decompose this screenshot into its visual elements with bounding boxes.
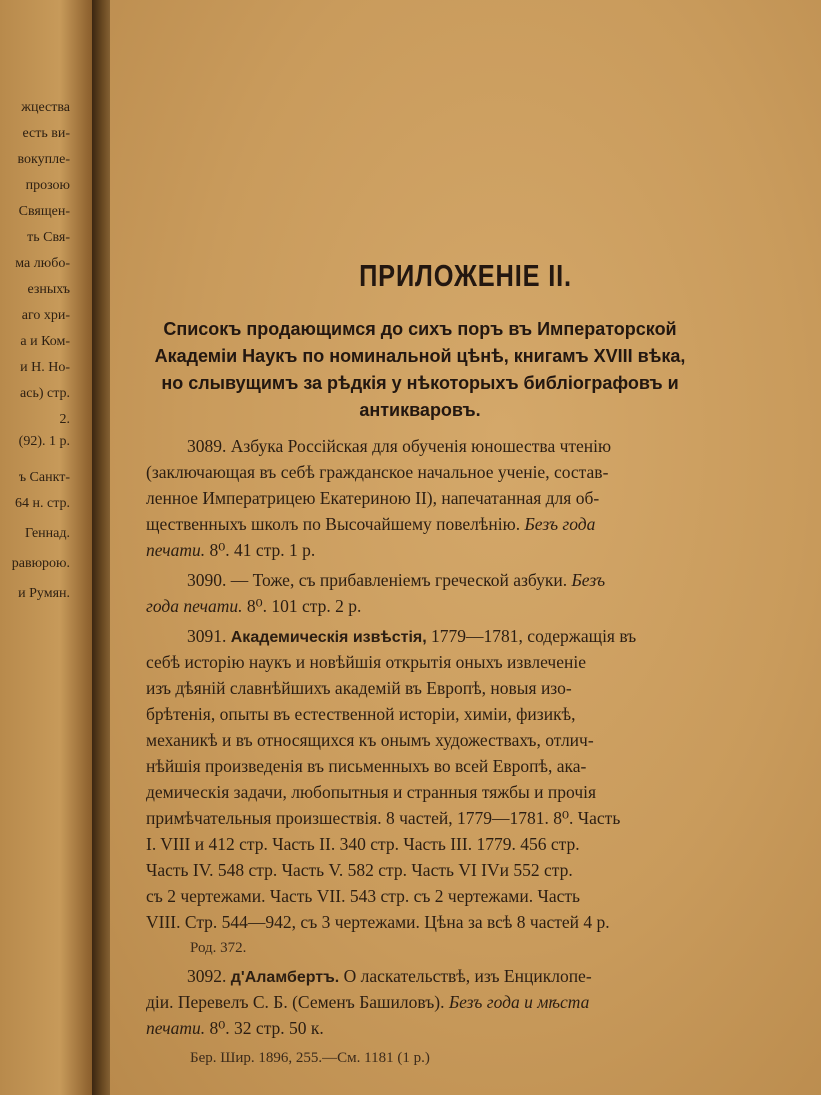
- entry-text: 1779—1781, содержащія въ: [431, 626, 637, 646]
- entry-text: 8⁰. 32 стр. 50 к.: [209, 1018, 324, 1038]
- entry-3091-line: примѣчательныя произшествія. 8 частей, 1779—1781. 8⁰. Часть: [146, 808, 621, 828]
- entry-number: 3090.: [187, 570, 227, 590]
- entry-italic: Безъ: [571, 570, 606, 590]
- book-page: [110, 0, 821, 1095]
- left-page-line: ъ Санкт-: [18, 470, 70, 485]
- entry-3091-line: съ 2 чертежами. Часть VII. 543 стр. съ 2 чертежами. Часть: [146, 886, 580, 906]
- left-page-line: жцества: [21, 100, 70, 115]
- entry-3092-reference: Бер. Шир. 1896, 255.—См. 1181 (1 р.): [190, 1050, 430, 1066]
- entry-text: О ласкательствѣ, изъ Енциклопе-: [343, 966, 592, 986]
- subtitle-line: но слывущимъ за рѣдкія у нѣкоторыхъ библіографовъ и: [161, 373, 679, 393]
- left-page-line: равюрою.: [11, 556, 70, 571]
- entry-italic: года печати.: [146, 596, 243, 616]
- entry-text: щественныхъ школъ по Высочайшему повелѣнію.: [146, 514, 521, 534]
- left-page-line: Священ-: [18, 204, 70, 219]
- entry-italic: печати.: [146, 1018, 206, 1038]
- entry-italic: печати.: [146, 540, 206, 560]
- left-page-line: Геннад.: [24, 526, 70, 541]
- entry-bold-title: Академическія извѣстія,: [230, 629, 427, 646]
- left-page-line: аго хри-: [21, 308, 70, 323]
- entry-text: 8⁰. 101 стр. 2 р.: [246, 596, 362, 616]
- left-page-line: и Н. Но-: [20, 360, 70, 375]
- entry-bold-title: д'Аламбертъ.: [230, 969, 340, 986]
- entry-3091-line: брѣтенія, опыты въ естественной исторіи, химіи, физикѣ,: [146, 704, 576, 724]
- subtitle-line: Академіи Наукъ по номинальной цѣнѣ, книгамъ XVIII вѣка,: [154, 346, 686, 366]
- entry-text: 8⁰. 41 стр. 1 р.: [209, 540, 316, 560]
- entry-3089-line: [146, 540, 315, 561]
- left-page-line: прозою: [25, 178, 70, 193]
- entry-3090-line: [187, 570, 605, 591]
- entry-number: 3091.: [187, 626, 227, 646]
- left-page-line: ть Свя-: [27, 230, 70, 245]
- entry-number: 3092.: [187, 966, 227, 986]
- entry-3091-line: [187, 626, 636, 647]
- entry-3091-line: механикѣ и въ относящихся къ онымъ художествахъ, отлич-: [146, 730, 594, 750]
- left-page-line: а и Ком-: [20, 334, 70, 349]
- left-page-line: (92). 1 р.: [18, 434, 70, 449]
- left-page-line: вокупле-: [17, 152, 70, 167]
- left-page-line: 2.: [59, 412, 70, 427]
- entry-3092-line: [146, 992, 589, 1013]
- entry-3089-line: [146, 514, 595, 535]
- left-page-line: и Румян.: [18, 586, 70, 601]
- subtitle-line: Списокъ продающимся до сихъ поръ въ Императорской: [163, 319, 677, 339]
- entry-italic: Безъ года: [524, 514, 596, 534]
- appendix-subtitle: [140, 316, 700, 424]
- entry-3090-line: [146, 596, 361, 617]
- entry-3089-line: ленное Императрицею Екатериною II), напечатанная для об-: [146, 488, 600, 508]
- left-page-line: езныхъ: [27, 282, 70, 297]
- entry-text: діи. Перевелъ С. Б. (Семенъ Башиловъ).: [146, 992, 445, 1012]
- left-page-line: есть ви-: [22, 126, 70, 141]
- entry-3091-line: изъ дѣяній славнѣйшихъ академій въ Европѣ, новыя изо-: [146, 678, 572, 698]
- entry-3089-line: [187, 436, 611, 457]
- entry-number: 3089.: [187, 436, 227, 456]
- entry-3091-line: Часть IV. 548 стр. Часть V. 582 стр. Часть VI IVи 552 стр.: [146, 860, 573, 880]
- entry-3091-line: нѣйшія произведенія въ письменныхъ во всей Европѣ, ака-: [146, 756, 587, 776]
- entry-text: Азбука Россійская для обученія юношества чтенію: [230, 436, 612, 456]
- subtitle-line: антикваровъ.: [359, 400, 481, 420]
- entry-3091-line: I. VIII и 412 стр. Часть II. 340 стр. Часть III. 1779. 456 стр.: [146, 834, 580, 854]
- entry-3091-line: себѣ исторію наукъ и новѣйшія открытія оныхъ извлеченіе: [146, 652, 586, 672]
- entry-3089-line: (заключающая въ себѣ гражданское начальное ученіе, состав-: [146, 462, 609, 482]
- left-page-line: ась) стр.: [20, 386, 70, 401]
- entry-italic: Безъ года и мѣста: [448, 992, 590, 1012]
- left-page-line: ма любо-: [15, 256, 70, 271]
- entry-3092-line: [187, 966, 592, 987]
- left-page-line: 64 н. стр.: [15, 496, 70, 511]
- entry-3092-line: [146, 1018, 324, 1039]
- entry-text: — Тоже, съ прибавленіемъ греческой азбуки.: [230, 570, 568, 590]
- previous-page-edge: [0, 0, 100, 1095]
- entry-3091-line: демическія задачи, любопытныя и странныя тяжбы и прочія: [146, 782, 597, 802]
- appendix-title: ПРИЛОЖЕНІЕ II.: [359, 258, 572, 293]
- entry-3091-line: VIII. Стр. 544—942, съ 3 чертежами. Цѣна за всѣ 8 частей 4 р.: [146, 912, 610, 932]
- entry-3091-reference: Род. 372.: [190, 940, 247, 956]
